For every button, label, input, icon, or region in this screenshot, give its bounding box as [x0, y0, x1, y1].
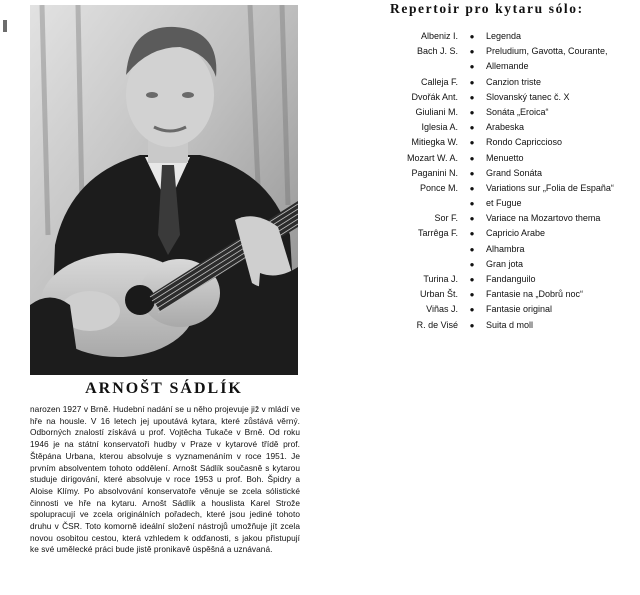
- composer-name: [380, 257, 458, 272]
- repertoire-row: [380, 211, 640, 226]
- composer-name: Paganini N.: [411, 167, 458, 178]
- repertoire-row: [380, 75, 640, 90]
- work-title: Fandanguilo: [486, 274, 536, 284]
- bullet-icon: ●: [469, 214, 475, 224]
- composer-name: Ponce M.: [419, 182, 458, 193]
- composer-name: [380, 242, 458, 257]
- composer-name: [380, 59, 458, 74]
- bullet-icon: ●: [469, 305, 475, 315]
- work-title: Suita d moll: [486, 319, 534, 330]
- repertoire-row: [380, 120, 640, 135]
- artist-name: ARNOŠT SÁDLÍK: [85, 380, 243, 397]
- guitarist-photo: [30, 5, 298, 375]
- bullet-icon: ●: [469, 244, 475, 254]
- work-title: Variations sur „Folia de España“: [486, 182, 614, 193]
- repertoire-row: [380, 181, 640, 196]
- bullet-icon: ●: [469, 32, 475, 41]
- bullet-icon: ●: [469, 47, 475, 57]
- composer-name: Iglesia A.: [421, 122, 458, 133]
- repertoire-row: [380, 302, 640, 317]
- composer-name: Sor F.: [434, 213, 458, 224]
- work-title: Preludium, Gavotta, Courante,: [486, 46, 608, 57]
- bullet-icon: ●: [469, 138, 475, 148]
- composer-name: Calleja F.: [420, 76, 458, 87]
- composer-name: Albeniz I.: [420, 31, 458, 41]
- work-title: Canzion triste: [486, 76, 542, 87]
- repertoire-row: [380, 272, 640, 287]
- work-title: Menuetto: [486, 152, 524, 163]
- repertoire-row: [380, 44, 640, 59]
- bullet-icon: ●: [469, 259, 475, 269]
- repertoire-row: [380, 242, 640, 257]
- work-title: Arabeska: [486, 122, 525, 133]
- work-title: Alhambra: [486, 243, 525, 254]
- repertoire-row: [380, 151, 640, 166]
- work-title: Legenda: [486, 31, 522, 41]
- work-title: Capricio Arabe: [486, 228, 546, 239]
- work-title: Allemande: [486, 61, 529, 72]
- repertoire-row: [380, 105, 640, 120]
- repertoire-row: [380, 29, 640, 44]
- work-title: Rondo Capriccioso: [486, 137, 563, 148]
- artist-biography: narozen 1927 v Brně. Hudební nadání se u něho projevuje již v mládí ve hře na housle. V 16 letech jej upoutává kytara, které zůstává věrný. Odborných znalostí získává u prof. Vojtěcha Tukače v Brně. Od roku 1946 je na státní konservatoři hudby v Praze v kytarové třídě prof. Štěpána Urbana, kterou absolvuje s vyznamenáním v roce 1951. Je prvním absolventem tohoto oddělení. Arnošt Sádlík současně s kytarou studuje dirigování, které absolvuje v roce 1953 u prof. Boh. Špidry a Aloise Klímy. Po absolvování konservatoře věnuje se zcela sólistické činnosti ve hře na kytaru. Arnošt Sádlík a houslista Karel Strože spolupracují ve zcela originálních pořadech, které jsou jediné tohoto druhu v ČSR. Toto komorně ideální složení nástrojů umožňuje jít zcela novou osobitou cestou, která vzhledem k odďanosti, s jakou přistupují ke své umělecké práci bude jistě pronikavě úspěšná a uznávaná.: [30, 404, 300, 555]
- composer-name: Bach J. S.: [416, 46, 458, 57]
- bullet-icon: ●: [469, 320, 475, 330]
- repertoire-row: [380, 59, 640, 74]
- composer-name: Viñas J.: [426, 304, 458, 315]
- repertoire-row: [380, 318, 640, 333]
- bullet-icon: ●: [469, 92, 475, 102]
- composer-name: Mozart W. A.: [406, 152, 458, 163]
- repertoire-row: [380, 196, 640, 211]
- work-title: Fantasie original: [486, 304, 553, 315]
- bullet-icon: ●: [469, 123, 475, 133]
- composer-name: Giuliani M.: [415, 106, 458, 117]
- work-title: Slovanský tanec č. X: [486, 91, 570, 102]
- bullet-icon: ●: [469, 275, 475, 284]
- repertoire-row: [380, 90, 640, 105]
- repertoire-title: Repertoir pro kytaru sólo:: [390, 1, 584, 16]
- work-title: Variace na Mozartovo thema: [486, 213, 601, 224]
- repertoire-row: [380, 226, 640, 241]
- bullet-icon: ●: [469, 153, 475, 163]
- composer-name: [380, 196, 458, 211]
- work-title: et Fugue: [486, 198, 522, 209]
- bullet-icon: ●: [469, 183, 475, 193]
- work-title: Gran jota: [486, 258, 524, 269]
- repertoire-list: [380, 29, 640, 333]
- bullet-icon: ●: [469, 77, 475, 87]
- composer-name: Mitiegka W.: [411, 137, 458, 148]
- composer-name: Urban Št.: [419, 289, 458, 300]
- repertoire-row: [380, 135, 640, 150]
- composer-name: Dvořák Ant.: [411, 91, 458, 102]
- bullet-icon: ●: [469, 229, 475, 239]
- bullet-icon: ●: [469, 168, 475, 178]
- bullet-icon: ●: [469, 107, 475, 117]
- repertoire-row: [380, 287, 640, 302]
- repertoire-row: [380, 257, 640, 272]
- repertoire-row: [380, 166, 640, 181]
- bullet-icon: ●: [469, 290, 475, 300]
- work-title: Sonáta „Eroica“: [486, 106, 549, 117]
- work-title: Fantasie na „Dobrů noc“: [486, 289, 584, 300]
- composer-name: R. de Visé: [416, 319, 458, 330]
- composer-name: Tarrêga F.: [417, 228, 458, 239]
- scan-edge-mark: [3, 20, 7, 32]
- bullet-icon: ●: [469, 199, 475, 209]
- work-title: Grand Sonáta: [486, 167, 543, 178]
- composer-name: Turina J.: [423, 274, 458, 284]
- bullet-icon: ●: [469, 62, 475, 72]
